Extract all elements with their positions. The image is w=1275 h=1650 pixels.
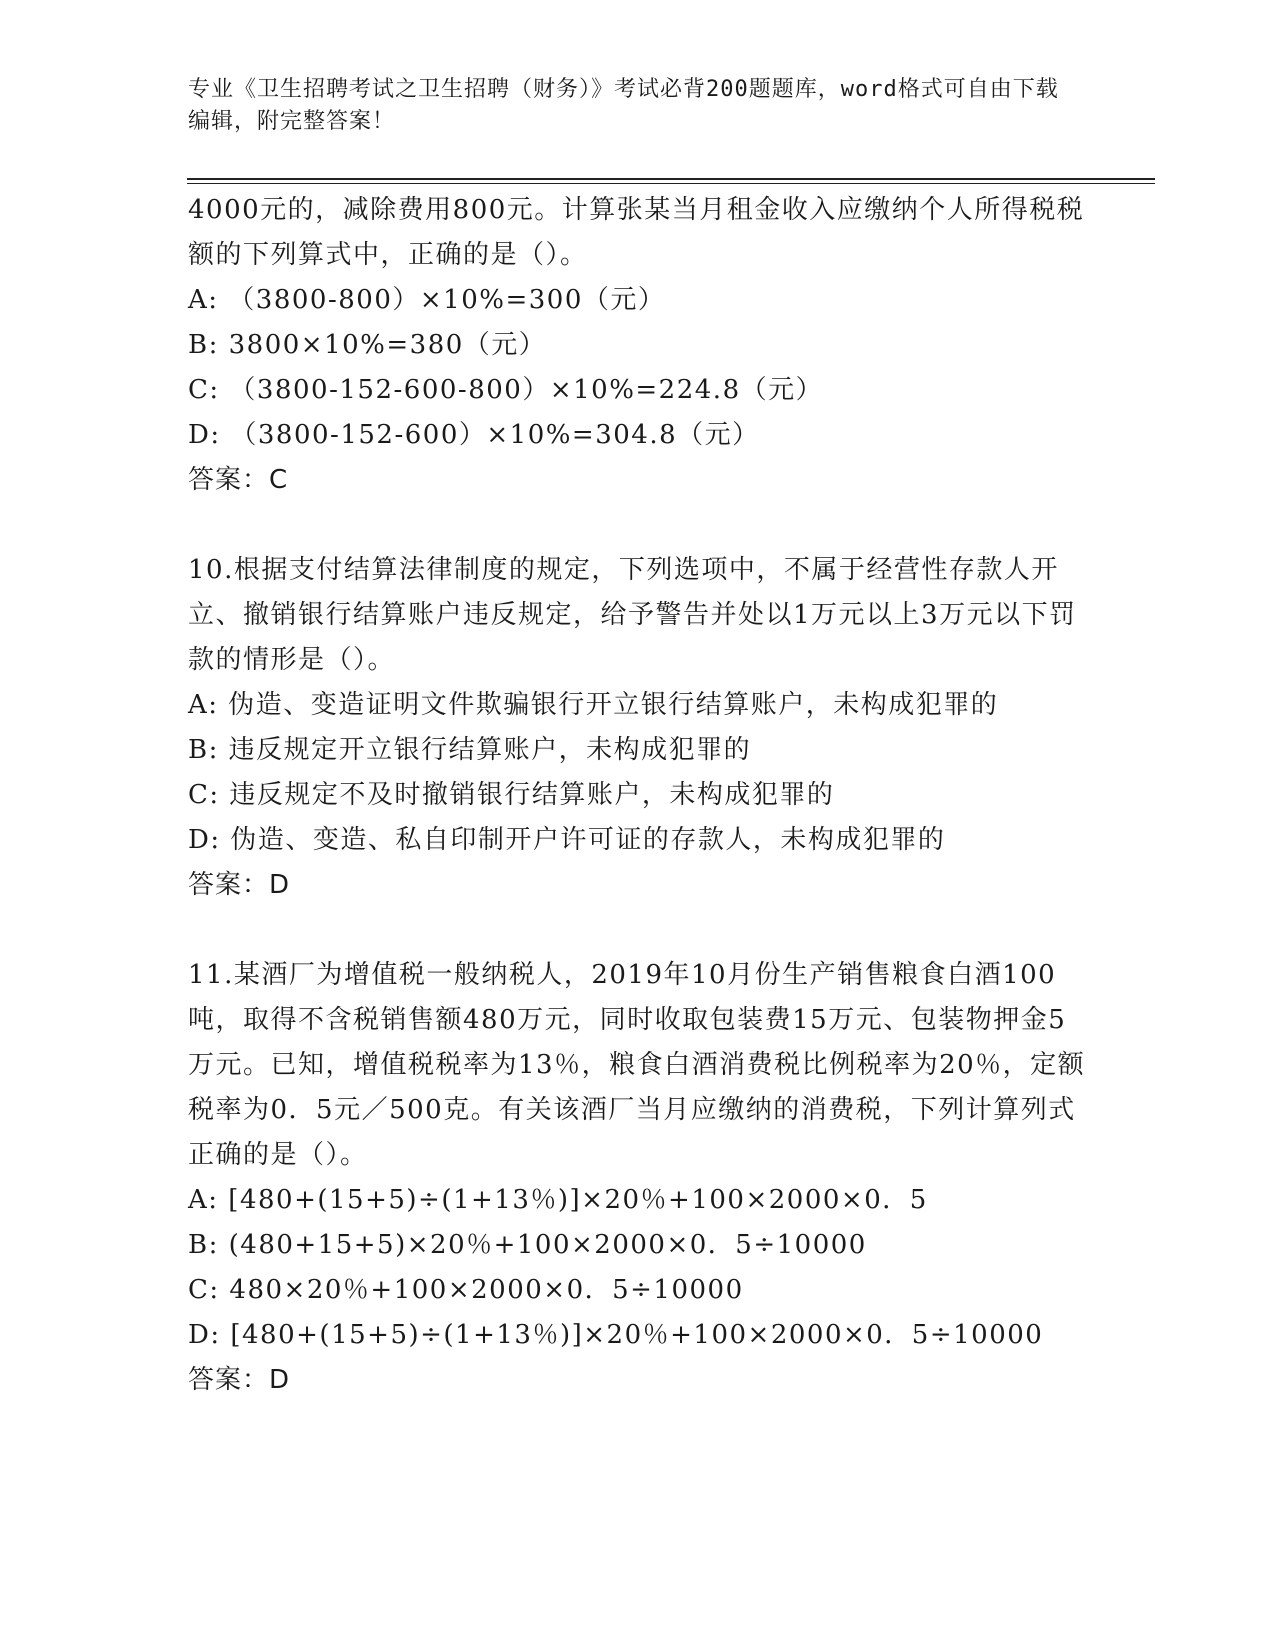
- spacer: [188, 503, 1088, 548]
- option-c: C: 违反规定不及时撤销银行结算账户，未构成犯罪的: [188, 780, 835, 810]
- answer-line: 答案：D: [188, 870, 291, 900]
- question-stem: 4000元的，减除费用800元。计算张某当月租金收入应缴纳个人所得税税额的下列算式中，正确的是（）。: [188, 195, 1085, 270]
- option-d: D: 伪造、变造、私自印制开户许可证的存款人，未构成犯罪的: [188, 825, 946, 855]
- option-d: D: （3800-152-600）×10%=304.8（元）: [188, 420, 760, 450]
- header-divider-thin: [187, 183, 1155, 184]
- question-stem: 10.根据支付结算法律制度的规定，下列选项中，不属于经营性存款人开立、撤销银行结算账户违反规定，给予警告并处以1万元以上3万元以下罚款的情形是（）。: [188, 555, 1077, 675]
- option-b: B: 违反规定开立银行结算账户，未构成犯罪的: [188, 735, 752, 765]
- header-divider-thick: [187, 178, 1155, 180]
- answer-line: 答案：C: [188, 465, 289, 495]
- question-block: [188, 188, 1088, 503]
- option-c: C: 480×20％+100×2000×0．5÷10000: [188, 1275, 744, 1305]
- option-b: B: (480+15+5)×20％+100×2000×0．5÷10000: [188, 1230, 867, 1260]
- document-body: [188, 188, 1088, 1403]
- spacer: [188, 908, 1088, 953]
- question-stem: 11.某酒厂为增值税一般纳税人，2019年10月份生产销售粮食白酒100吨，取得不含税销售额480万元，同时收取包装费15万元、包装物押金5万元。已知，增值税税率为13％，粮食白酒消费税比例税率为20％，定额税率为0．5元／500克。有关该酒厂当月应缴纳的消费税，下列计算列式正确的是（）。: [188, 960, 1086, 1170]
- option-b: B: 3800×10%=380（元）: [188, 330, 547, 360]
- option-a: A: 伪造、变造证明文件欺骗银行开立银行结算账户，未构成犯罪的: [188, 690, 999, 720]
- option-c: C: （3800-152-600-800）×10%=224.8（元）: [188, 375, 824, 405]
- option-a: A: [480+(15+5)÷(1+13％)]×20％+100×2000×0．5: [188, 1185, 928, 1215]
- document-header: 专业《卫生招聘考试之卫生招聘（财务）》考试必背200题题库，word格式可自由下载编辑，附完整答案！: [188, 77, 1059, 134]
- option-d: D: [480+(15+5)÷(1+13％)]×20％+100×2000×0．5÷10000: [188, 1320, 1044, 1350]
- question-block: [188, 548, 1088, 908]
- question-block: [188, 953, 1088, 1403]
- answer-line: 答案：D: [188, 1365, 291, 1395]
- option-a: A: （3800-800）×10%=300（元）: [188, 285, 666, 315]
